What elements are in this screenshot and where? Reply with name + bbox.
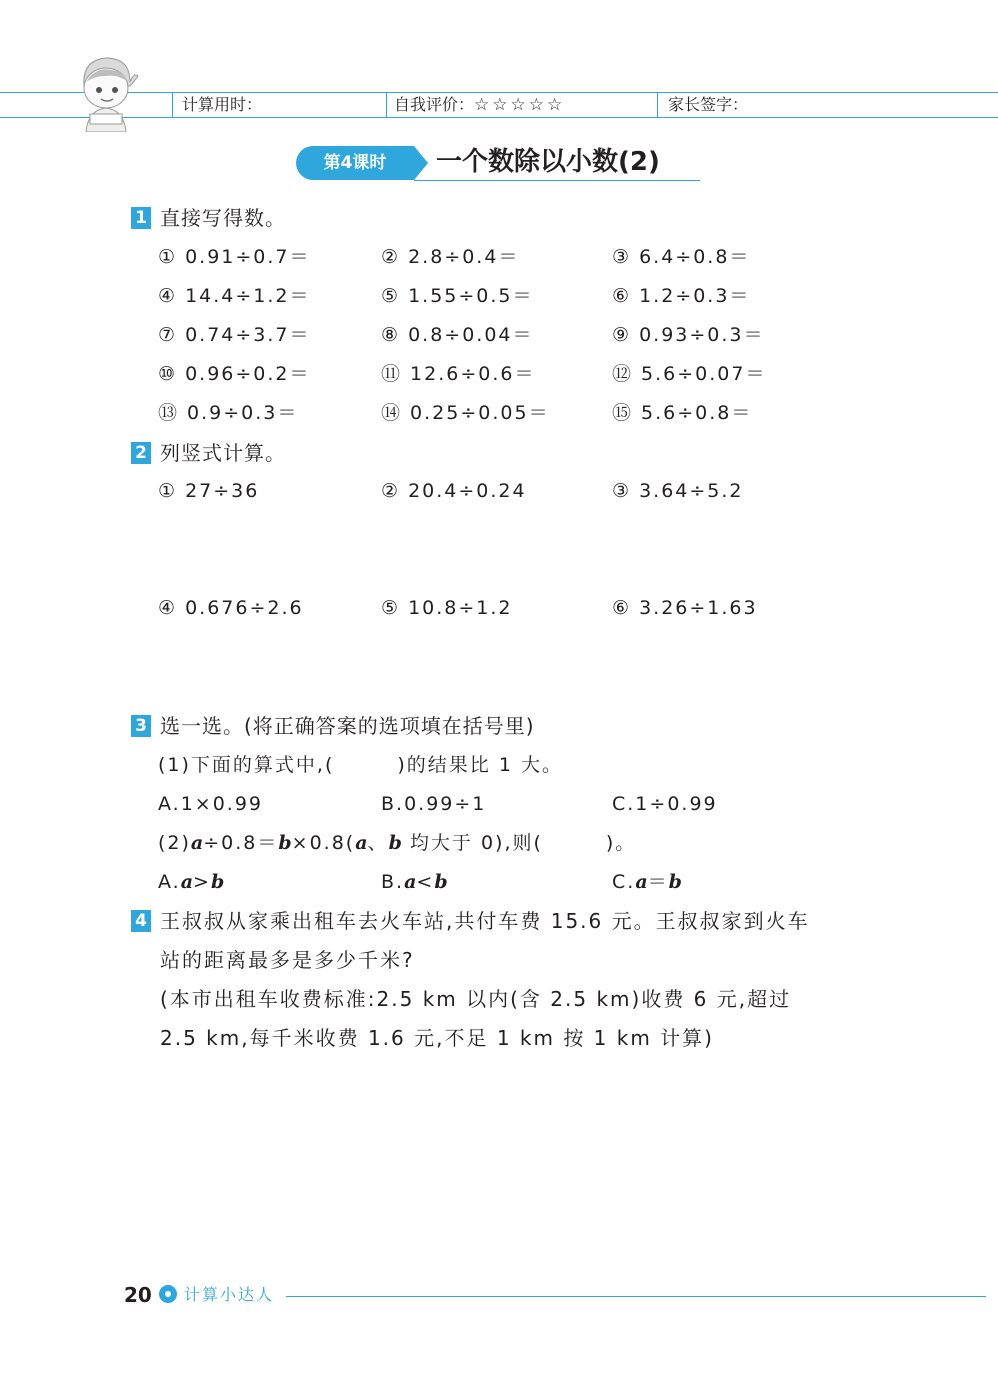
exercise-item: ⑦ 0.74÷3.7＝ — [158, 324, 311, 346]
header-line-top — [0, 92, 998, 93]
title-underline — [414, 180, 700, 181]
question-text: (1)下面的算式中,( )的结果比 1 大。 — [158, 754, 563, 776]
question-text: (2)a÷0.8＝b×0.8(a、b 均大于 0),则( )。 — [158, 832, 637, 854]
exercise-item: ④ 14.4÷1.2＝ — [158, 285, 311, 307]
exercise-item: ⑩ 0.96÷0.2＝ — [158, 363, 311, 385]
word-problem-line: 2.5 km,每千米收费 1.6 元,不足 1 km 按 1 km 计算) — [160, 1026, 714, 1050]
self-evaluation — [394, 94, 565, 116]
choice-option: C.a＝b — [612, 871, 682, 893]
choice-option: A.a>b — [158, 871, 225, 893]
choice-option: A.1×0.99 — [158, 793, 264, 815]
self-eval-label: 自我评价： — [394, 95, 475, 114]
footer-line — [286, 1296, 986, 1297]
header-line-bottom — [0, 117, 998, 118]
section-number-badge: 2 — [131, 442, 151, 464]
choice-option: C.1÷0.99 — [612, 793, 718, 815]
section-number-badge: 3 — [131, 715, 151, 737]
exercise-item: ① 27÷36 — [158, 480, 260, 502]
exercise-item: ⑬ 0.9÷0.3＝ — [158, 402, 299, 424]
exercise-item: ⑥ 3.26÷1.63 — [612, 597, 758, 619]
word-problem-line: 站的距离最多是多少千米? — [160, 948, 415, 972]
exercise-item: ⑮ 5.6÷0.8＝ — [612, 402, 753, 424]
exercise-item: ④ 0.676÷2.6 — [158, 597, 304, 619]
exercise-item: ⑫ 5.6÷0.07＝ — [612, 363, 767, 385]
exercise-item: ③ 6.4÷0.8＝ — [612, 246, 751, 268]
mascot-child-icon — [72, 52, 142, 132]
section-title: 选一选。(将正确答案的选项填在括号里) — [160, 714, 535, 738]
section-number-badge: 1 — [131, 207, 151, 229]
exercise-item: ⑧ 0.8÷0.04＝ — [381, 324, 534, 346]
star-rating-icon[interactable]: ☆☆☆☆☆ — [474, 95, 566, 115]
choice-option: B.0.99÷1 — [381, 793, 487, 815]
exercise-item: ⑥ 1.2÷0.3＝ — [612, 285, 751, 307]
exercise-item: ⑤ 1.55÷0.5＝ — [381, 285, 534, 307]
exercise-item: ② 20.4÷0.24 — [381, 480, 527, 502]
exercise-item: ⑪ 12.6÷0.6＝ — [381, 363, 536, 385]
exercise-item: ① 0.91÷0.7＝ — [158, 246, 311, 268]
word-problem-line: 王叔叔从家乘出租车去火车站,共付车费 15.6 元。王叔叔家到火车 — [160, 909, 810, 933]
exercise-item: ⑨ 0.93÷0.3＝ — [612, 324, 765, 346]
exercise-item: ⑭ 0.25÷0.05＝ — [381, 402, 550, 424]
page-number: 20 — [124, 1283, 152, 1307]
bullet-icon — [159, 1285, 177, 1303]
exercise-item: ② 2.8÷0.4＝ — [381, 246, 520, 268]
section-number-badge: 4 — [131, 910, 151, 932]
section-title: 列竖式计算。 — [160, 441, 286, 465]
exercise-item: ③ 3.64÷5.2 — [612, 480, 744, 502]
choice-option: B.a<b — [381, 871, 448, 893]
header-divider — [657, 92, 658, 117]
word-problem-line: (本市出租车收费标准:2.5 km 以内(含 2.5 km)收费 6 元,超过 — [160, 987, 792, 1011]
parent-sign-label: 家长签字： — [668, 95, 749, 114]
page-title: 一个数除以小数(2) — [436, 147, 660, 177]
header-divider — [386, 92, 387, 117]
book-name: 计算小达人 — [184, 1285, 275, 1304]
lesson-tag: 第4课时 — [296, 146, 414, 180]
section-title: 直接写得数。 — [160, 206, 286, 230]
exercise-item: ⑤ 10.8÷1.2 — [381, 597, 513, 619]
header-divider — [172, 92, 173, 117]
time-label: 计算用时： — [182, 95, 263, 114]
